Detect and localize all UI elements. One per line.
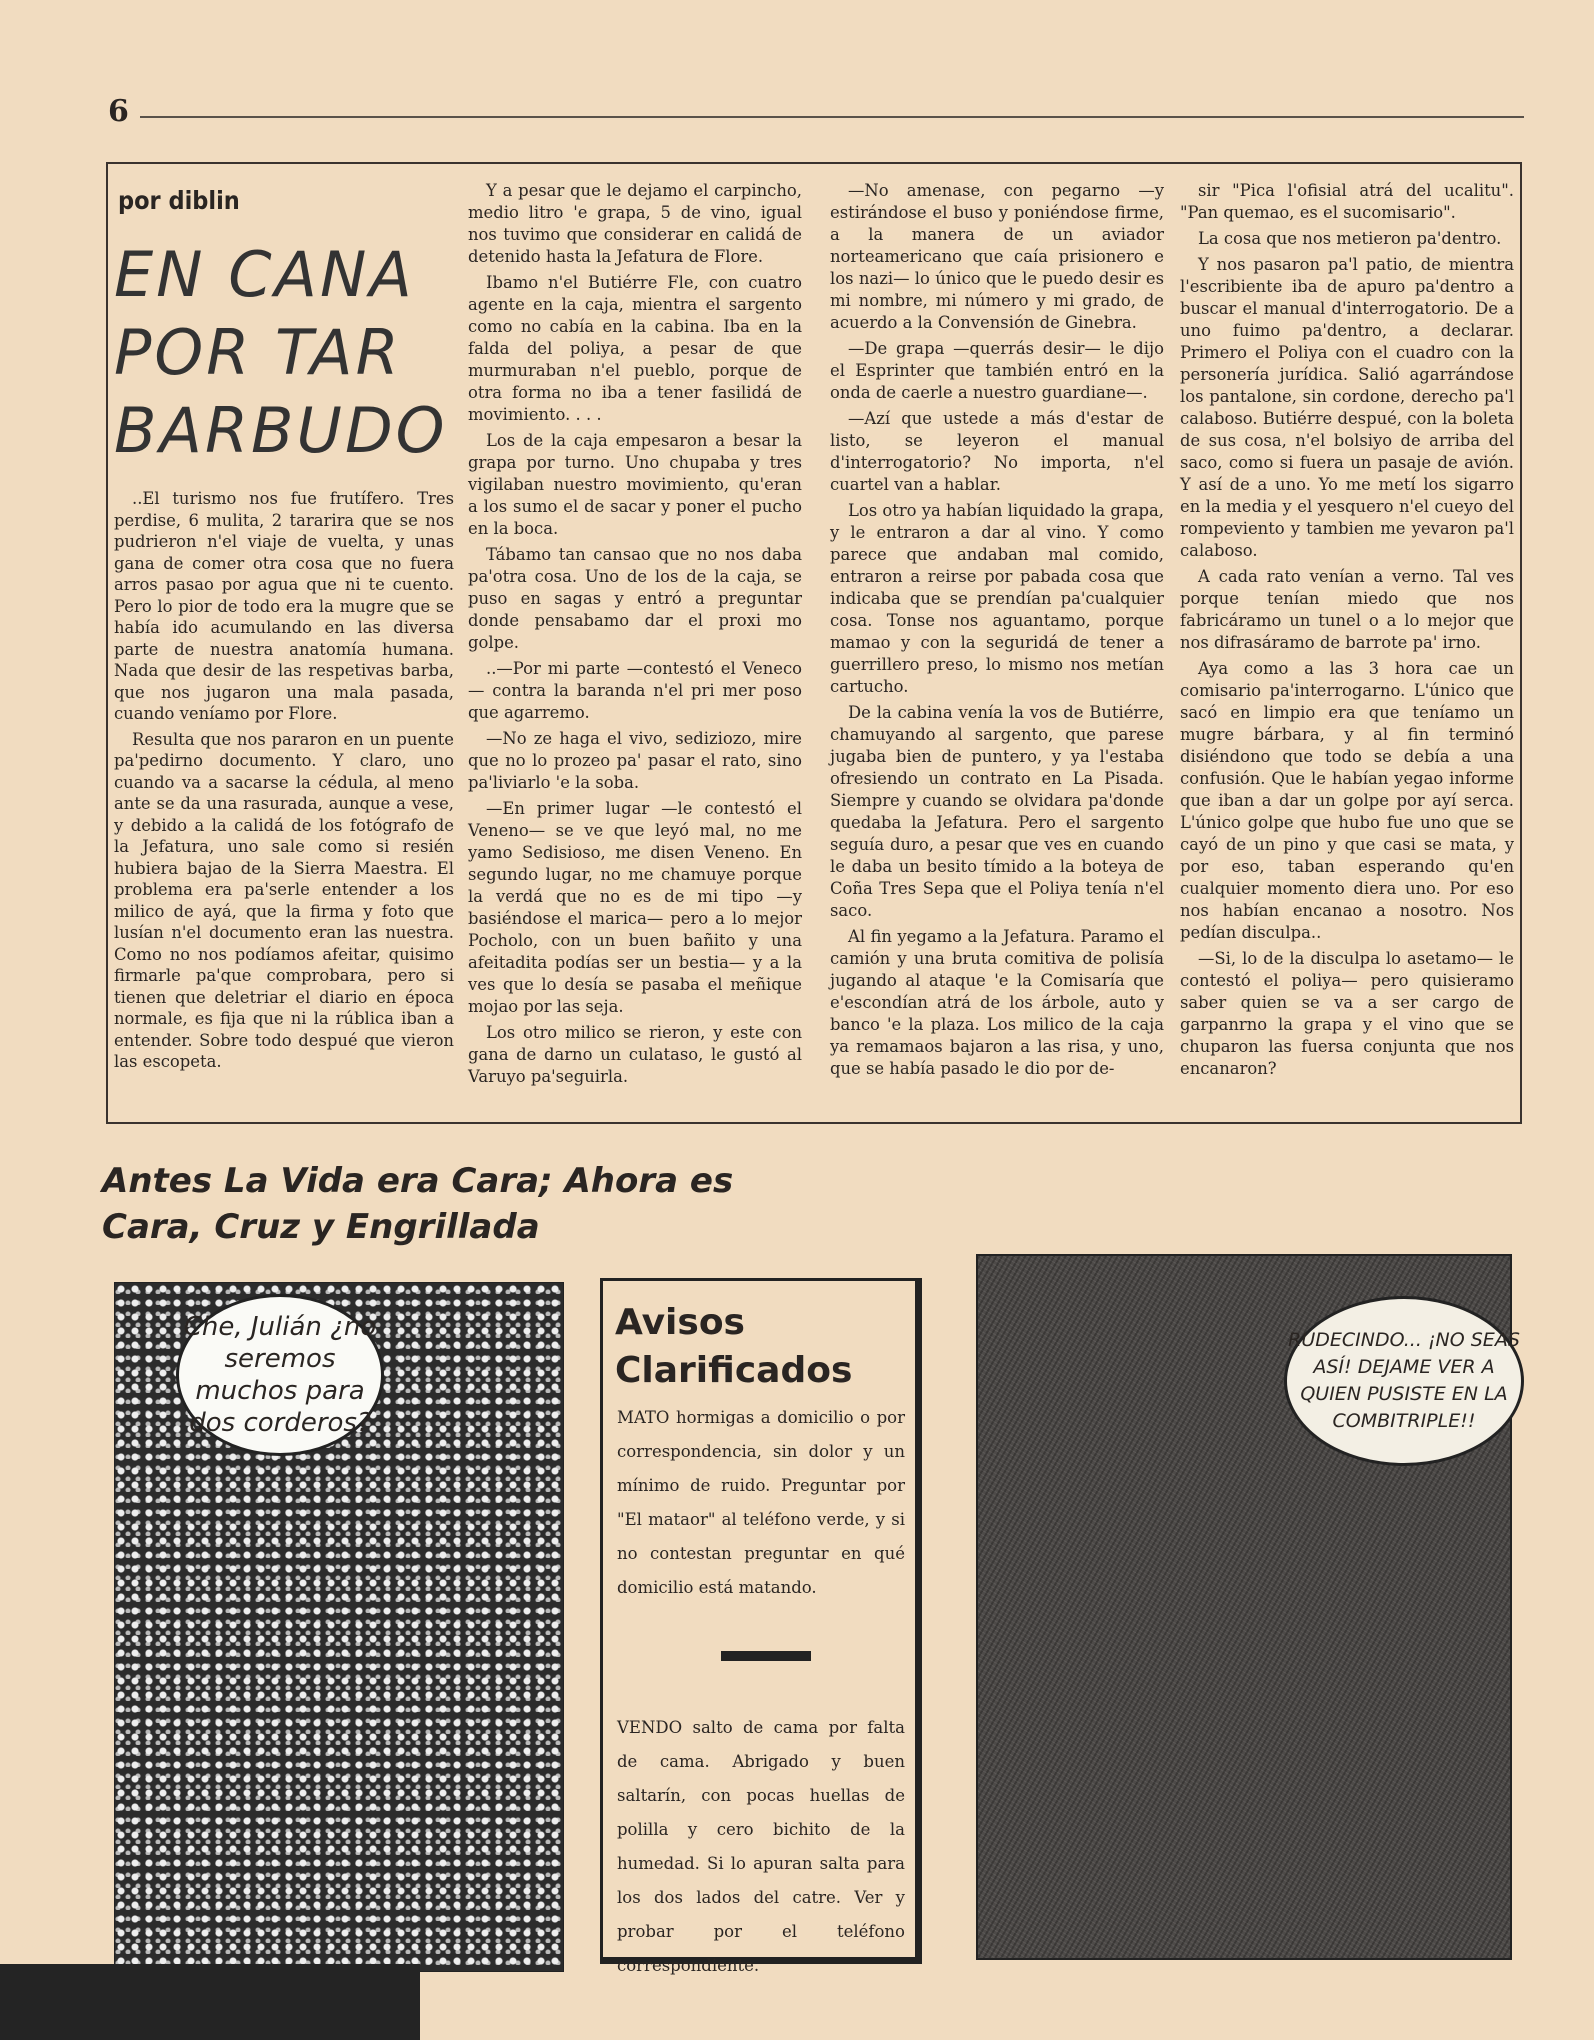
headline: EN CANA POR TAR BARBUDO bbox=[114, 238, 448, 467]
article-box bbox=[106, 162, 1522, 1124]
classifieds-box bbox=[600, 1278, 922, 1975]
paragraph: Los otro ya habían liquidado la grapa, y le entraron a dar al vino. Y como parece que andaban mal comido, entraron a reirse por pabada cosa que indicaba que se prendían pa'cualquier cosa. Tonse nos aguantamo, porque mamao y con la seguridá de tener a guerrillero preso, lo mismo nos metían cartucho. bbox=[830, 501, 1164, 696]
classified-ad: VENDO salto de cama por falta de cama. Abrigado y buen saltarín, con pocas huellas de polilla y cero bichito de la humedad. Si lo apuran salta para los dos lados del catre. Ver y probar por el teléfono correspondiente. bbox=[617, 1718, 905, 1975]
article-column-1 bbox=[114, 488, 454, 1077]
speech-bubble-left: Che, Julián ¿no seremos muchos para dos corderos? bbox=[176, 1294, 384, 1456]
paragraph: Resulta que nos pararon en un puente pa'pedirno documento. Y claro, uno cuando va a sacarse la cédula, al meno ante se da una rasurada, aunque a vese, y debido a la calidá de los fotógrafo de la Jefatura, uno sale como si resién hubiera bajao de la Sierra Maestra. El problema era pa'serle entender a los milico de ayá, que la firma y foto que lusían n'el documento eran las nuestra. Como no nos podíamos afeitar, quisimo firmarle pa'que comprobara, pero si tienen que deletriar el diario en época normale, es fija que ni la rública iban a entender. Sobre todo despué que vieron las escopeta. bbox=[114, 729, 454, 1071]
article-column-3 bbox=[830, 180, 1164, 1084]
article-column-2 bbox=[468, 180, 802, 1092]
paragraph: ..—Por mi parte —contestó el Veneco— contra la baranda n'el pri mer poso que agarremo. bbox=[468, 659, 802, 722]
ad-divider bbox=[721, 1651, 811, 1661]
article-column-4 bbox=[1180, 180, 1514, 1084]
paragraph: La cosa que nos metieron pa'dentro. bbox=[1198, 229, 1502, 248]
classifieds-title: Avisos Clarificados bbox=[615, 1302, 853, 1391]
paragraph: Al fin yegamo a la Jefatura. Paramo el camión y una bruta comitiva de polisía jugando al ataque 'e la Comisaría que e'escondían atrá de los árbole, auto y banco 'e la plaza. Los milico de la caja ya remamaos bajaron a las risa, y uno, que se había pasado le dio por de- bbox=[830, 927, 1164, 1078]
paragraph: Tábamo tan cansao que no nos daba pa'otra cosa. Uno de los de la caja, se puso en sagas y entró a preguntar donde pensabamo dar el proxi mo golpe. bbox=[468, 545, 802, 652]
speech-bubble-right: RUDECINDO... ¡NO SEAS ASÍ! DEJAME VER A QUIEN PUSISTE EN LA COMBITRIPLE!! bbox=[1284, 1296, 1524, 1466]
paragraph: De la cabina venía la vos de Butiérre, chamuyando al sargento, que parese jugaba bien de puntero, y ya l'estaba ofresiendo un contrato en La Pisada. Siempre y cuando se olvidara pa'donde quedaba la Jefatura. Pero el sargento seguía duro, a pesar que ves en cuando le daba un besito tímido a la boteya de Coña Tres Sepa que el Poliya tenía n'el saco. bbox=[830, 703, 1164, 920]
paragraph: Los otro milico se rieron, y este con gana de darno un culataso, le gustó al Varuyo pa'seguirla. bbox=[468, 1023, 802, 1086]
paragraph: sir "Pica l'ofisial atrá del ucalitu". "Pan quemao, es el sucomisario". bbox=[1180, 181, 1514, 222]
paragraph: Y nos pasaron pa'l patio, de mientra l'escribiente iba de apuro pa'dentro a buscar el manual d'interrogatorio. De a uno fuimo pa'dentro, a declarar. Primero el Poliya con el cuadro con la personería jurídica. Salió agarrándose los pantalone, sin cordone, derecho pa'l calaboso. Butiérre despué, con la boleta de sus cosa, n'el bolsiyo de arriba del saco, como si fuera un pasaje de avión. Y así de a uno. Yo me metí los sigarro en la media y el yesquero n'el cueyo del rompeviento y tambien me yevaron pa'l calaboso. bbox=[1180, 255, 1514, 560]
paragraph: —No ze haga el vivo, sediziozo, mire que no lo prozeo pa' pasar el rato, sino pa'liviarlo 'e la soba. bbox=[468, 729, 802, 792]
paragraph: —Si, lo de la disculpa lo asetamo— le contestó el poliya— pero quisieramo saber quien se va a ser cargo de garpanrno la grapa y el vino que se chuparon las fuersa conjunta que nos encanaron? bbox=[1180, 949, 1514, 1078]
paragraph: Ibamo n'el Butiérre Fle, con cuatro agente en la caja, mientra el sargento como no cabía en la cabina. Iba en la falda del poliya, a pesar de que murmuraban n'el pueblo, porque de otra forma no iba a tener fasilidá de movimiento. . . . bbox=[468, 273, 802, 424]
byline: por diblin bbox=[118, 186, 240, 215]
paragraph: A cada rato venían a verno. Tal ves porque tenían miedo que nos fabricáramo un tunel o a lo mejor que nos difrasáramo de barrote pa' irno. bbox=[1180, 567, 1514, 652]
classified-ad: MATO hormigas a domicilio o por correspondencia, sin dolor y un mínimo de ruido. Preguntar por "El mataor" al teléfono verde, y si no contestan preguntar en qué domicilio está matando. bbox=[617, 1408, 905, 1597]
paragraph: Los de la caja empesaron a besar la grapa por turno. Uno chupaba y tres vigilaban nuestro movimiento, qu'eran a los sumo el de sacar y poner el pucho en la boca. bbox=[468, 431, 802, 538]
page-number: 6 bbox=[108, 94, 129, 129]
paragraph: —En primer lugar —le contestó el Veneno— se ve que leyó mal, no me yamo Sedisioso, me disen Veneno. En segundo lugar, no me chamuye porque la verdá que no es de mi tipo —y basiéndose el marica— pero a lo mejor Pocholo, con un buen bañito y una afeitadita podías ser un bestia— y a la ves que lo desía se pasaba el meñique mojao por las seja. bbox=[468, 799, 802, 1016]
paragraph: —No amenase, con pegarno —y estirándose el buso y poniéndose firme, a la manera de un aviador norteamericano que caía prisionero e los nazi— lo único que le puedo desir es mi nombre, mi número y mi grado, de acuerdo a la Convensión de Ginebra. bbox=[830, 181, 1164, 332]
paragraph: —De grapa —querrás desir— le dijo el Esprinter que también entró en la onda de caerle a nuestro guardiane—. bbox=[830, 339, 1164, 402]
paragraph: ..El turismo nos fue frutífero. Tres perdise, 6 mulita, 2 tararira que se nos pudrieron n'el viaje de vuelta, y unas gana de comer otra cosa que no fuera arros pasao por agua que ni te cuento. Pero lo pior de todo era la mugre que se había ido acumulando en las diversa parte de nuestra anatomía humana. Nada que desir de las respetivas barba, que nos jugaron una mala pasada, cuando veníamo por Flore. bbox=[114, 489, 454, 723]
paragraph: —Azí que ustede a más d'estar de listo, se leyeron el manual d'interrogatorio? No importa, n'el cuartel van a hablar. bbox=[830, 409, 1164, 494]
torn-edge bbox=[0, 1964, 420, 2040]
header-rule bbox=[140, 116, 1524, 118]
paragraph: Y a pesar que le dejamo el carpincho, medio litro 'e grapa, 5 de vino, igual nos tuvimo que considerar en calidá de detenido hasta la Jefatura de Flore. bbox=[468, 181, 802, 266]
paragraph: Aya como a las 3 hora cae un comisario pa'interrogarno. L'único que sacó en limpio era que teníamo un mugre bárbara, y al fin terminó disiéndono que todo se debía a una confusión. Que le habían yegao informe que iban a dar un golpe por ayí serca. L'único golpe que hubo fue uno que se cayó de un pino y que casi se mata, y por eso, taban esperando qu'en cualquier momento diera uno. Por eso nos habían encanao a nosotro. Nos pedían disculpa.. bbox=[1180, 659, 1514, 942]
section-title: Antes La Vida era Cara; Ahora es Cara, Cruz y Engrillada bbox=[102, 1161, 734, 1247]
